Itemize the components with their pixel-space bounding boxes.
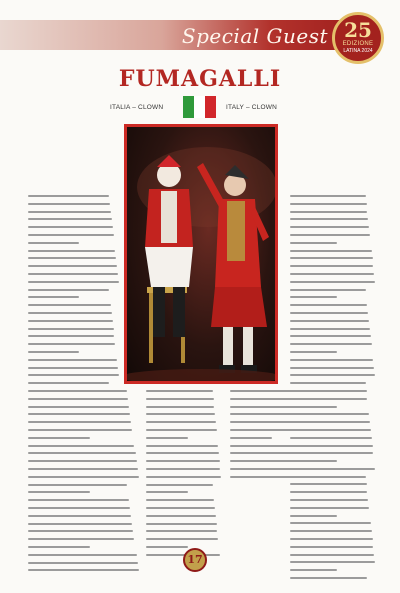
text-line bbox=[28, 562, 138, 564]
text-line bbox=[290, 304, 367, 306]
text-line bbox=[146, 460, 220, 462]
text-line bbox=[146, 499, 214, 501]
text-line bbox=[290, 546, 373, 548]
text-line bbox=[290, 569, 337, 571]
text-line bbox=[28, 398, 128, 400]
text-line bbox=[290, 522, 371, 524]
flag-stripe-white bbox=[194, 96, 205, 118]
text-line bbox=[290, 335, 371, 337]
text-line bbox=[146, 468, 220, 470]
text-line bbox=[28, 413, 130, 415]
text-line bbox=[290, 429, 371, 431]
text-line bbox=[146, 413, 215, 415]
text-line bbox=[230, 406, 298, 408]
text-line bbox=[146, 437, 188, 439]
text-line bbox=[230, 437, 272, 439]
text-line bbox=[146, 530, 217, 532]
text-line bbox=[28, 452, 136, 454]
text-line bbox=[28, 226, 113, 228]
text-line bbox=[146, 452, 219, 454]
text-line bbox=[28, 507, 130, 509]
text-line bbox=[28, 359, 117, 361]
text-line bbox=[28, 335, 114, 337]
text-line bbox=[290, 530, 372, 532]
text-line bbox=[28, 195, 109, 197]
clowns-photo bbox=[124, 124, 278, 384]
text-line bbox=[290, 554, 374, 556]
text-line bbox=[28, 367, 118, 369]
text-line bbox=[28, 499, 129, 501]
text-line bbox=[290, 343, 372, 345]
text-line bbox=[290, 234, 370, 236]
text-line bbox=[146, 507, 215, 509]
text-line bbox=[146, 484, 213, 486]
text-line bbox=[146, 491, 188, 493]
text-line bbox=[28, 257, 116, 259]
text-line bbox=[290, 250, 372, 252]
text-line bbox=[290, 561, 375, 563]
text-line bbox=[290, 242, 337, 244]
text-line bbox=[290, 476, 366, 478]
text-line bbox=[230, 398, 298, 400]
text-line bbox=[28, 538, 134, 540]
text-line bbox=[28, 554, 137, 556]
text-line bbox=[290, 445, 373, 447]
text-line bbox=[290, 351, 337, 353]
text-line bbox=[290, 437, 372, 439]
text-line bbox=[230, 413, 299, 415]
text-line bbox=[28, 265, 117, 267]
text-line bbox=[290, 218, 368, 220]
text-column-left-top bbox=[28, 195, 120, 390]
text-line bbox=[290, 328, 370, 330]
text-line bbox=[290, 499, 368, 501]
text-line bbox=[146, 429, 217, 431]
text-line bbox=[290, 421, 370, 423]
text-column-left-bottom bbox=[28, 390, 140, 577]
text-line bbox=[28, 523, 132, 525]
text-line bbox=[146, 476, 221, 478]
text-line bbox=[146, 538, 218, 540]
text-line bbox=[290, 406, 337, 408]
text-line bbox=[290, 507, 369, 509]
text-line bbox=[28, 203, 110, 205]
text-line bbox=[28, 281, 119, 283]
text-line bbox=[28, 530, 133, 532]
text-line bbox=[28, 289, 109, 291]
caption-left: ITALIA – CLOWN bbox=[110, 104, 164, 111]
text-line bbox=[28, 351, 79, 353]
text-line bbox=[146, 390, 213, 392]
text-line bbox=[146, 515, 216, 517]
section-title: Special Guest bbox=[181, 24, 328, 48]
text-line bbox=[146, 398, 214, 400]
text-line bbox=[146, 523, 217, 525]
text-line bbox=[290, 515, 337, 517]
text-line bbox=[290, 226, 369, 228]
article-title: FUMAGALLI bbox=[118, 66, 282, 92]
text-line bbox=[28, 437, 90, 439]
text-line bbox=[28, 429, 132, 431]
text-line bbox=[146, 546, 188, 548]
text-line bbox=[290, 483, 367, 485]
text-line bbox=[28, 382, 109, 384]
badge-label: EDIZIONE bbox=[342, 41, 374, 47]
caption-right: ITALY – CLOWN bbox=[226, 104, 278, 111]
text-line bbox=[290, 491, 367, 493]
text-line bbox=[290, 312, 368, 314]
text-line bbox=[28, 468, 138, 470]
text-line bbox=[290, 195, 366, 197]
text-line bbox=[28, 476, 139, 478]
page-number: 17 bbox=[183, 548, 207, 572]
text-line bbox=[290, 374, 375, 376]
text-line bbox=[28, 211, 111, 213]
text-line bbox=[290, 382, 366, 384]
text-line bbox=[28, 242, 79, 244]
text-line bbox=[230, 390, 297, 392]
text-line bbox=[290, 211, 367, 213]
text-line bbox=[28, 343, 115, 345]
text-line bbox=[290, 577, 367, 579]
text-line bbox=[290, 390, 367, 392]
text-line bbox=[28, 406, 129, 408]
text-line bbox=[28, 491, 90, 493]
text-line bbox=[28, 546, 90, 548]
text-line bbox=[28, 320, 113, 322]
text-column-right bbox=[290, 195, 376, 585]
text-line bbox=[290, 320, 369, 322]
text-line bbox=[28, 390, 127, 392]
text-column-middle-1 bbox=[146, 390, 222, 562]
text-line bbox=[290, 460, 337, 462]
text-line bbox=[28, 374, 119, 376]
text-line bbox=[290, 538, 373, 540]
text-line bbox=[290, 257, 373, 259]
badge-number: 25 bbox=[344, 18, 372, 42]
text-line bbox=[146, 421, 216, 423]
text-line bbox=[290, 452, 373, 454]
text-line bbox=[28, 296, 79, 298]
text-line bbox=[290, 413, 369, 415]
flag-stripe-green bbox=[183, 96, 194, 118]
text-line bbox=[28, 421, 131, 423]
text-line bbox=[28, 484, 127, 486]
text-line bbox=[290, 398, 367, 400]
text-line bbox=[28, 250, 115, 252]
text-line bbox=[290, 281, 375, 283]
text-line bbox=[290, 296, 337, 298]
badge-sub: LATINA 2024 bbox=[343, 48, 373, 54]
text-line bbox=[28, 569, 139, 571]
edition-badge bbox=[332, 12, 384, 64]
text-line bbox=[28, 312, 112, 314]
text-line bbox=[28, 234, 114, 236]
text-line bbox=[290, 273, 374, 275]
text-line bbox=[290, 468, 375, 470]
text-line bbox=[28, 304, 111, 306]
text-line bbox=[28, 218, 112, 220]
text-line bbox=[290, 359, 373, 361]
text-line bbox=[28, 460, 137, 462]
text-line bbox=[28, 515, 131, 517]
text-line bbox=[290, 265, 373, 267]
text-line bbox=[146, 406, 214, 408]
text-line bbox=[146, 445, 218, 447]
text-line bbox=[28, 273, 118, 275]
text-line bbox=[290, 289, 366, 291]
italian-flag-icon bbox=[183, 96, 216, 118]
text-line bbox=[28, 445, 134, 447]
text-line bbox=[290, 367, 374, 369]
text-line bbox=[290, 203, 367, 205]
flag-stripe-red bbox=[205, 96, 216, 118]
text-line bbox=[28, 328, 114, 330]
